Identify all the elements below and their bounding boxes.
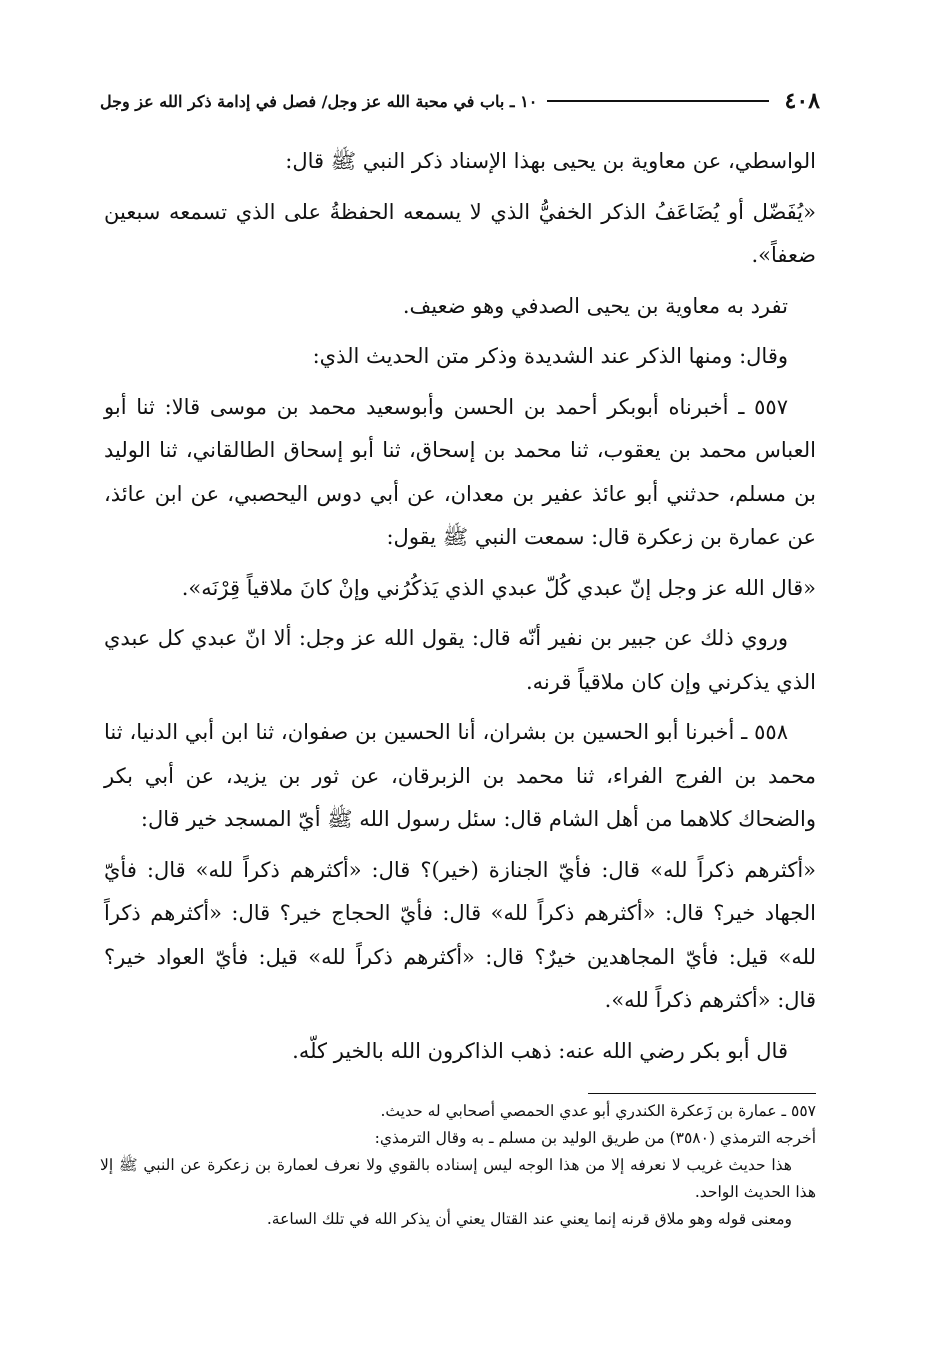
footnote: أخرجه الترمذي (٣٥٨٠) من طريق الوليد بن مسلم ـ به وقال الترمذي: (374, 1129, 816, 1147)
hadith-558: ٥٥٨ ـ أخبرنا أبو الحسين بن بشران، أنا الحسين بن صفوان، ثنا ابن أبي الدنيا، ثنا محمد بن الفرج الفراء، ثنا محمد بن الزبرقان، عن ثور بن يزيد، عن أبي بكر والضحاك كلاهما من أهل الشام قال: سئل رسول الله ﷺ أيّ المسجد خير قال: (104, 720, 816, 831)
page-header (100, 84, 820, 118)
footnote-rule (588, 1093, 816, 1094)
paragraph: تفرد به معاوية بن يحيى الصدفي وهو ضعيف. (402, 293, 788, 318)
main-text (104, 140, 816, 1080)
page-number: ٤٠٨ (784, 88, 820, 114)
paragraph: الواسطي، عن معاوية بن يحيى بهذا الإسناد ذكر النبي ﷺ قال: (285, 149, 816, 173)
paragraph: «يُفَضّل أو يُضَاعَفُ الذكر الخفيُّ الذي لا يسمعه الحفظةُ على الذي تسمعه سبعين ضعفاً». (104, 199, 816, 267)
footnote: ٥٥٧ ـ عمارة بن زَعكرة الكندري أبو عدي الحمصي أصحابي له حديث. (380, 1102, 816, 1120)
footnote: ومعنى قوله وهو ملاق قرنه إنما يعني عند القتال يعني أن يذكر الله في تلك الساعة. (266, 1210, 792, 1228)
paragraph: وقال: ومنها الذكر عند الشديدة وذكر متن الحديث الذي: (312, 344, 788, 368)
paragraph: وروي ذلك عن جبير بن نفير أنّه قال: يقول الله عز وجل: ألا انّ عبدي كل عبدي الذي يذكرني وإن كان ملاقياً قرنه. (104, 626, 816, 694)
header-rule (547, 100, 768, 102)
paragraph: «أكثرهم ذكراً لله» قال: فأيّ الجنازة (خير)؟ قال: «أكثرهم ذكراً لله» قال: فأيّ الجهاد خير؟ قال: «أكثرهم ذكراً لله» قال: فأيّ الحجاج خير؟ قال: «أكثرهم ذكراً لله» قيل: فأيّ المجاهدين خيرٌ؟ قال: «أكثرهم ذكراً لله» قيل: فأيّ العواد خير؟ قال: «أكثرهم ذكراً لله». (104, 857, 816, 1012)
footnote: هذا حديث غريب لا نعرفه إلا من هذا الوجه ليس إسناده بالقوي ولا نعرف لعمارة بن زعكرة عن النبي ﷺ إلا هذا الحديث الواحد. (100, 1156, 816, 1201)
paragraph: «قال الله عز وجل إنّ عبدي كُلّ عبدي الذي يَذكُرُني وإنْ كانَ ملاقياً قِرْنَه». (181, 575, 816, 600)
footnotes (100, 1098, 816, 1233)
paragraph: قال أبو بكر رضي الله عنه: ذهب الذاكرون الله بالخير كلّه. (292, 1038, 788, 1063)
hadith-557: ٥٥٧ ـ أخبرناه أبوبكر أحمد بن الحسن وأبوسعيد محمد بن موسى قالا: ثنا أبو العباس محمد بن يعقوب، ثنا محمد بن إسحاق، ثنا أبو إسحاق الطالقاني، ثنا الوليد بن مسلم، حدثني أبو عائذ عفير بن معدان، عن أبي دوس اليحصبي، عن ابن عائذ، عن عمارة بن زعكرة قال: سمعت النبي ﷺ يقول: (104, 394, 816, 549)
running-title: ١٠ ـ باب في محبة الله عز وجل/ فصل في إدامة ذكر الله عز وجل (100, 91, 538, 111)
